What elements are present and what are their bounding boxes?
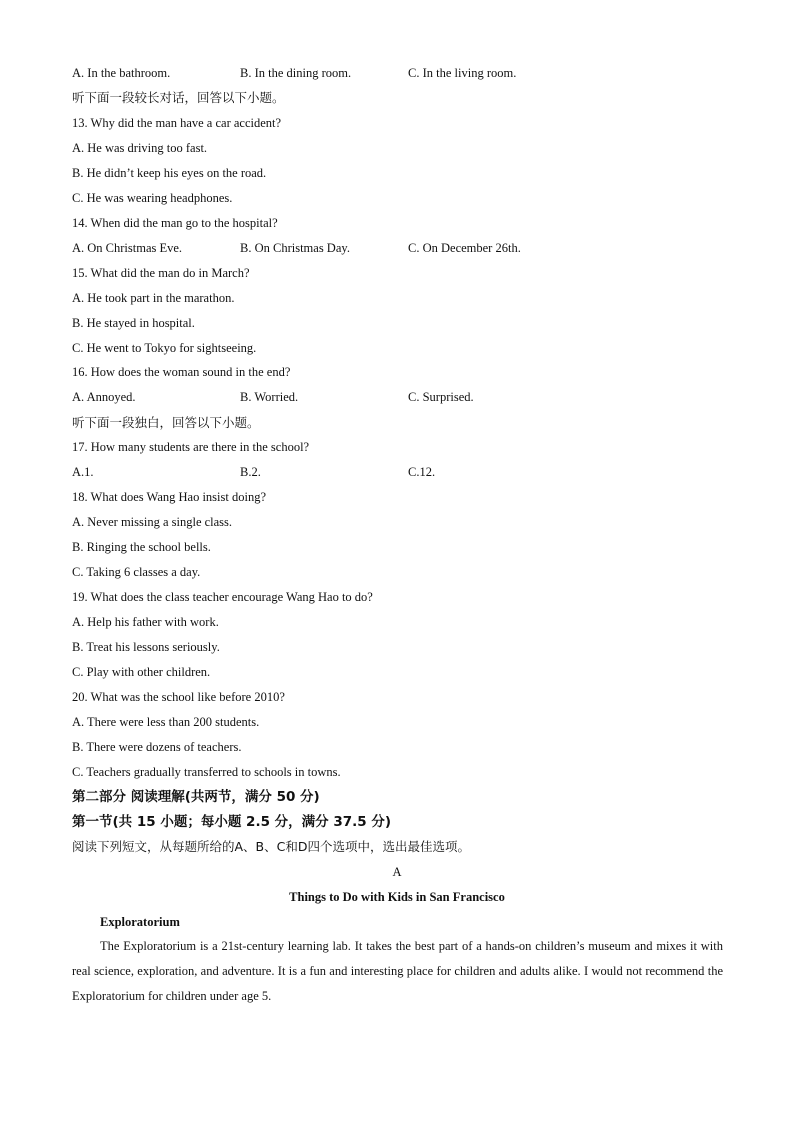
q20-option-a: A. There were less than 200 students. [72,715,260,729]
q14-stem: 14. When did the man go to the hospital? [72,216,278,230]
q16-option-c: C. Surprised. [408,390,474,404]
q16-option-b: B. Worried. [240,390,299,404]
q17-option-a: A.1. [72,465,94,479]
q18-option-b: B. Ringing the school bells. [72,540,211,554]
q13-option-b: B. He didn’t keep his eyes on the road. [72,166,267,180]
q12-option-a: A. In the bathroom. [72,66,171,80]
reading-instruction: 阅读下列短文，从每题所给的A、B、C和D四个选项中，选出最佳选项。 [72,839,470,854]
passage-body: The Exploratorium is a 21st-century learning lab. It takes the best part of a hands-on children’s museum and mixes it with real science, exploration, and adventure. It is a fun and interesting place for children and adults alike. I would not recommend the Exploratorium for children under age 5. [72,939,723,1003]
q20-option-c: C. Teachers gradually transferred to schools in towns. [72,765,341,779]
q15-option-a: A. He took part in the marathon. [72,291,235,305]
q14-option-a: A. On Christmas Eve. [72,241,183,255]
instruction-monologue: 听下面一段独白，回答以下小题。 [72,415,260,430]
q15-stem: 15. What did the man do in March? [72,266,250,280]
q18-stem: 18. What does Wang Hao insist doing? [72,490,266,504]
q15-option-c: C. He went to Tokyo for sightseeing. [72,341,257,355]
q17-option-c: C.12. [408,465,436,479]
q20-stem: 20. What was the school like before 2010? [72,690,285,704]
section1-heading: 第一节(共 15 小题；每小题 2.5 分，满分 37.5 分) [72,814,392,830]
passage-subheading: Exploratorium [100,915,180,929]
q14-option-c: C. On December 26th. [408,241,521,255]
q19-stem: 19. What does the class teacher encourage Wang Hao to do? [72,590,373,604]
q17-option-b: B.2. [240,465,261,479]
q12-option-b: B. In the dining room. [240,66,352,80]
passage-title: Things to Do with Kids in San Francisco [289,890,505,904]
q16-stem: 16. How does the woman sound in the end? [72,365,291,379]
q17-stem: 17. How many students are there in the school? [72,440,310,454]
q18-option-a: A. Never missing a single class. [72,515,233,529]
q13-option-a: A. He was driving too fast. [72,141,208,155]
q15-option-b: B. He stayed in hospital. [72,316,195,330]
part2-heading: 第二部分 阅读理解(共两节，满分 50 分) [72,789,320,805]
q14-option-b: B. On Christmas Day. [240,241,350,255]
q19-option-a: A. Help his father with work. [72,615,219,629]
instruction-long-dialogue: 听下面一段较长对话，回答以下小题。 [72,90,285,105]
q19-option-c: C. Play with other children. [72,665,211,679]
passage-label: A [392,865,402,879]
q19-option-b: B. Treat his lessons seriously. [72,640,220,654]
q12-option-c: C. In the living room. [408,66,517,80]
q18-option-c: C. Taking 6 classes a day. [72,565,201,579]
q20-option-b: B. There were dozens of teachers. [72,740,242,754]
q13-stem: 13. Why did the man have a car accident? [72,116,282,130]
q16-option-a: A. Annoyed. [72,390,136,404]
q13-option-c: C. He was wearing headphones. [72,191,233,205]
